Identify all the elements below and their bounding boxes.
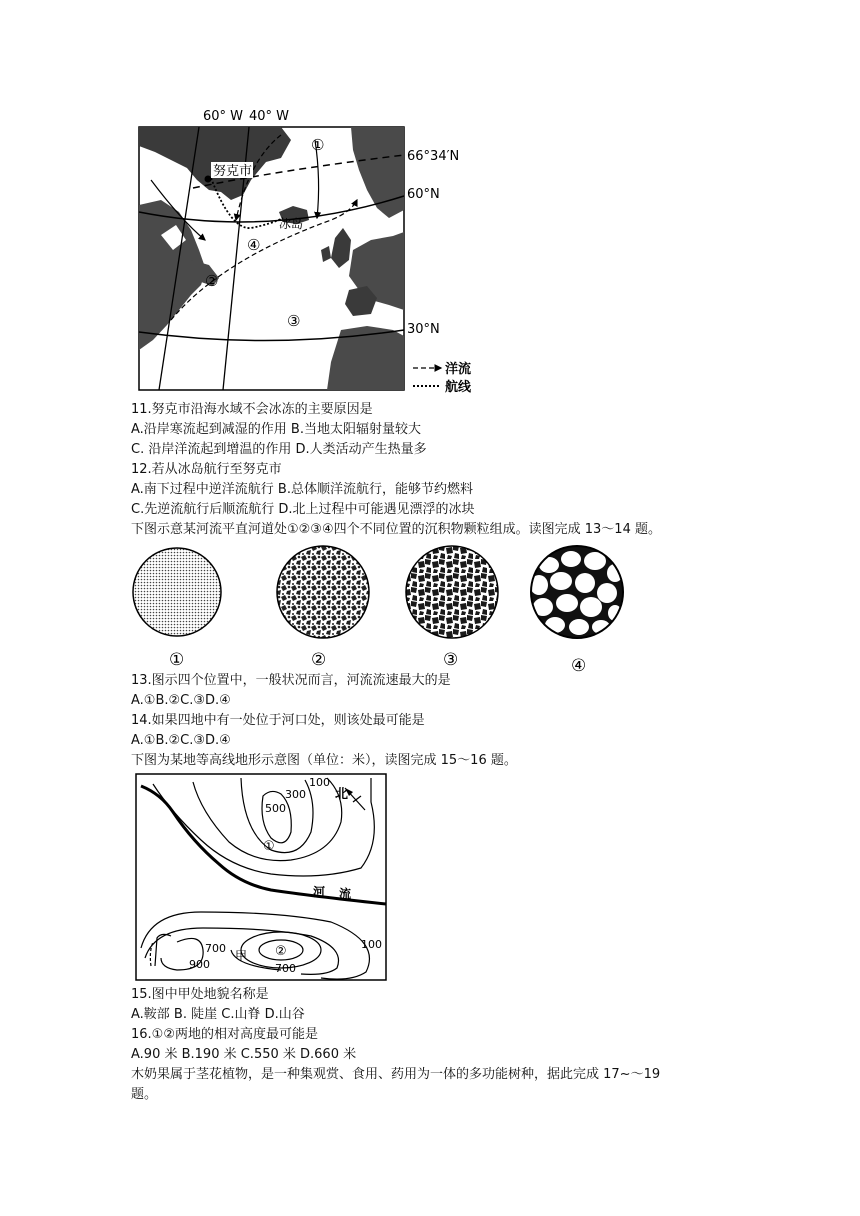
q13-stem: 13.图示四个位置中，一般状况而言，河流流速最大的是 xyxy=(131,673,451,688)
circle-label-2: ② xyxy=(311,650,327,670)
contour-label-100-right: 100 xyxy=(361,938,382,951)
contour-map xyxy=(131,772,391,984)
iceland-label: 冰岛 xyxy=(279,217,304,231)
contour-label-700-bottom: 700 xyxy=(275,962,296,975)
q16-options: A.90 米 B.190 米 C.550 米 D.660 米 xyxy=(131,1047,357,1062)
river-label-he: 河 xyxy=(313,885,326,899)
contour-label-500: 500 xyxy=(265,802,286,815)
legend-current: 洋流 xyxy=(445,362,472,377)
q14-options: A.①B.②C.③D.④ xyxy=(131,733,231,748)
intro-15-16: 下图为某地等高线地形示意图（单位：米），读图完成 15～16 题。 xyxy=(131,753,517,768)
q13-options: A.①B.②C.③D.④ xyxy=(131,693,231,708)
intro-17-19-line1: 木奶果属于茎花植物，是一种集观赏、食用、药用为一体的多功能树种，据此完成 17~～19 xyxy=(131,1067,661,1082)
contour-label-100-top: 100 xyxy=(309,776,330,789)
marker-4: ④ xyxy=(247,236,261,254)
point-2-label: ② xyxy=(275,944,287,959)
map-legend xyxy=(413,361,472,395)
north-atlantic-map xyxy=(131,100,506,400)
intro-13-14: 下图示意某河流平直河道处①②③④四个不同位置的沉积物颗粒组成。读图完成 13～14 题。 xyxy=(131,522,661,537)
q15-options: A.鞍部 B. 陡崖 C.山脊 D.山谷 xyxy=(131,1007,305,1022)
marker-2: ② xyxy=(205,272,219,290)
north-label: 北 xyxy=(335,787,349,802)
contour-label-900: 900 xyxy=(189,958,210,971)
q12-options-cd: C.先逆流航行后顺流航行 D.北上过程中可能遇见漂浮的冰块 xyxy=(131,502,475,517)
q12-options-ab: A.南下过程中逆洋流航行 B.总体顺洋流航行，能够节约燃料 xyxy=(131,482,473,497)
q11-stem: 11.努克市沿海水域不会冰冻的主要原因是 xyxy=(131,402,373,417)
marker-3: ③ xyxy=(287,312,301,330)
point-jia-label: 甲 xyxy=(235,949,248,963)
q11-options-ab: A.沿岸寒流起到减湿的作用 B.当地太阳辐射量较大 xyxy=(131,422,421,437)
lat-label-60: 60°N xyxy=(407,187,440,202)
nuuk-marker xyxy=(205,176,212,183)
intro-17-19-line2: 题。 xyxy=(131,1087,158,1102)
q16-stem: 16.①②两地的相对高度最可能是 xyxy=(131,1027,318,1042)
lat-label-6634: 66°34′N xyxy=(407,149,460,164)
q12-stem: 12.若从冰岛航行至努克市 xyxy=(131,462,282,477)
circle-label-3: ③ xyxy=(443,650,459,670)
lon-label-60w: 60° W xyxy=(203,109,244,124)
legend-route: 航线 xyxy=(445,380,472,395)
q11-options-cd: C. 沿岸洋流起到增温的作用 D.人类活动产生热量多 xyxy=(131,442,427,457)
point-1-label: ① xyxy=(263,839,275,854)
sediment-figure xyxy=(131,545,641,675)
contour-label-300: 300 xyxy=(285,788,306,801)
marker-1: ① xyxy=(311,136,325,154)
lon-label-40w: 40° W xyxy=(249,109,290,124)
q14-stem: 14.如果四地中有一处位于河口处，则该处最可能是 xyxy=(131,713,425,728)
lat-label-30: 30°N xyxy=(407,322,440,337)
contour-label-700-left: 700 xyxy=(205,942,226,955)
circle-label-1: ① xyxy=(169,650,185,670)
circle-label-4: ④ xyxy=(571,656,587,675)
q15-stem: 15.图中甲处地貌名称是 xyxy=(131,987,269,1002)
city-label: 努克市 xyxy=(213,164,253,179)
river-label-liu: 流 xyxy=(339,887,352,901)
